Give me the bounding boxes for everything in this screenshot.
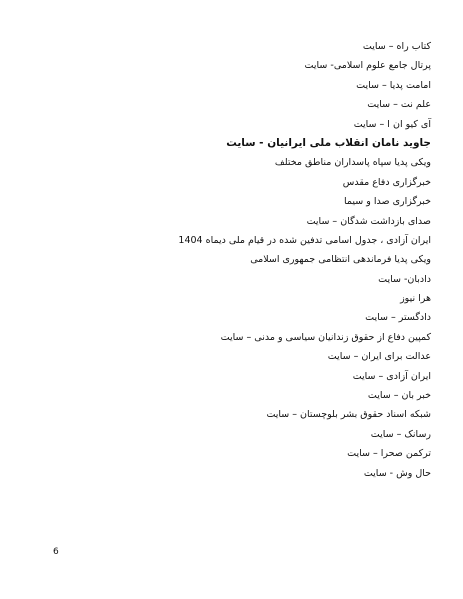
source-line: خبر بان – سایت [367,390,431,402]
source-line: شبکه اسناد حقوق بشر بلوچستان – سایت [266,409,431,421]
source-line: ویکی پدیا سپاه پاسداران مناطق مختلف [274,157,431,169]
source-line: دادگستر – سایت [365,312,431,324]
source-line: حال وش - سایت [363,467,431,479]
source-line: صدای بازداشت شدگان – سایت [306,215,431,227]
source-line: ایران آزادی ، جدول اسامی تدفین شده در قیام ملی دیماه 1404 [178,234,431,246]
page-number: 6 [53,547,59,557]
source-list [31,37,431,483]
source-line: ویکی پدیا فرماندهی انتظامی جمهوری اسلامی [250,254,431,266]
source-line: هرا نیوز [400,293,431,305]
source-line: دادبان- سایت [378,273,431,285]
source-line: پرتال جامع علوم اسلامی- سایت [304,60,431,72]
source-line: ترکمن صحرا – سایت [347,448,431,460]
source-line: کتاب راه – سایت [362,41,431,52]
source-line: خبرگزاری صدا و سیما [344,196,431,208]
source-line: رسانک – سایت [370,428,431,440]
source-line: آی کیو ان ا – سایت [353,118,431,130]
source-line: امامت پدیا – سایت [356,79,431,91]
source-line: ایران آزادی – سایت [352,370,431,382]
source-line: عدالت برای ایران – سایت [327,351,431,363]
source-line: کمپین دفاع از حقوق زندانیان سیاسی و مدنی – سایت [220,331,431,343]
source-line: علم نت – سایت [367,99,431,111]
source-line: خبرگزاری دفاع مقدس [342,176,431,188]
source-line: جاوید نامان انقلاب ملی ایرانیان - سایت [226,136,431,149]
